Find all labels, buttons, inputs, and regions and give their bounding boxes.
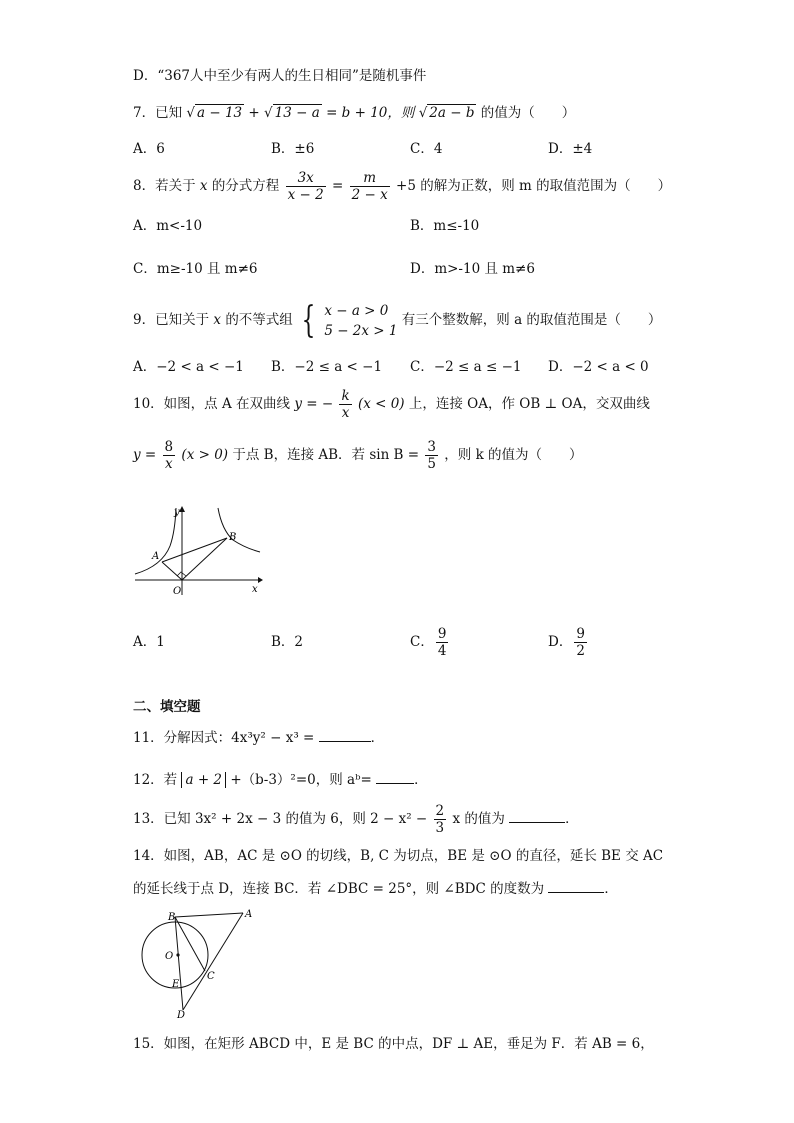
diameter-be-extended: [175, 917, 183, 1010]
label-o: O: [173, 586, 182, 597]
label-x: x: [252, 584, 258, 595]
sqrt-icon: √: [186, 105, 195, 121]
q8-option-c: C．m≥-10 且 m≠6: [133, 261, 258, 277]
q10-option-c: C． $\frac{9}{4}$: [410, 626, 447, 659]
q8-option-b: B．m≤-10: [410, 218, 480, 234]
q6-option-d: D．“367人中至少有两人的生日相同”是随机事件: [133, 68, 427, 84]
label-o: O: [165, 951, 174, 962]
label-e: E: [172, 979, 180, 990]
segment-ob: [182, 538, 227, 580]
fraction: $\frac{3x}{x - 2}$: [287, 170, 324, 203]
question-15: 15．如图，在矩形 ABCD 中，E 是 BC 的中点，DF ⊥ AE，垂足为 F．若 AB = 6，: [133, 1036, 654, 1052]
fraction: $\frac{m}{2 - x}$: [351, 170, 388, 203]
question-12: 12．若 a + 2 +（b-3）²=0，则 aᵇ= ．: [133, 769, 428, 790]
question-14-line-1: 14．如图，AB，AC 是 ⊙O 的切线，B, C 为切点，BE 是 ⊙O 的直径，延长 BE 交 AC: [133, 848, 664, 864]
q9-option-d: D．−2 < a < 0: [548, 359, 649, 375]
y-axis-arrow-icon: [179, 506, 185, 512]
q7-option-c: C．4: [410, 141, 443, 157]
question-7: 7．已知 √ a − 13 + √ 13 − a = b + 10，则 √ 2a − b 的值为（ ）: [133, 105, 576, 121]
hyperbola-figure: [130, 500, 265, 600]
question-13: 13．已知 3x² + 2x − 3 的值为 6，则 2 − x² − $\frac{2}{3}$ x 的值为 ．: [133, 803, 579, 836]
answer-blank[interactable]: [509, 808, 565, 823]
question-10-line-2: y = $\frac{8}{x}$ (x > 0) 于点 B，连接 AB．若 sin B = $\frac{3}{5}$ ，则 k 的值为（ ）: [133, 439, 583, 472]
inequality-system: x − a > 0 5 − 2x > 1: [324, 302, 398, 339]
sqrt-icon: √: [264, 105, 273, 121]
answer-blank[interactable]: [548, 878, 604, 893]
circle-tangent-figure: [135, 905, 260, 1020]
tangent-ab: [175, 913, 243, 917]
right-hyperbola-branch: [218, 508, 260, 552]
answer-blank[interactable]: [376, 769, 414, 784]
fraction: $\frac{9}{4}$: [437, 626, 447, 659]
q9-option-a: A．−2 < a < −1: [133, 359, 244, 375]
q7-option-a: A．6: [133, 141, 165, 157]
label-c: C: [207, 971, 215, 982]
fraction: $\frac{k}{x}$: [341, 388, 350, 421]
label-y: y: [174, 507, 180, 518]
q9-option-c: C．−2 ≤ a ≤ −1: [410, 359, 522, 375]
question-9: 9．已知关于 x 的不等式组 { x − a > 0 5 − 2x > 1 有三个整数解，则 a 的取值范围是（ ）: [133, 299, 662, 341]
label-d: D: [177, 1010, 186, 1020]
q8-option-a: A．m<-10: [133, 218, 203, 234]
label-b: B: [168, 912, 176, 923]
fraction: $\frac{8}{x}$: [164, 439, 174, 472]
label-a: A: [245, 909, 253, 920]
label-b: B: [229, 532, 237, 543]
tangent-ac-extended: [183, 913, 243, 1010]
x-axis-arrow-icon: [258, 577, 263, 583]
question-10-line-1: 10．如图，点 A 在双曲线 y = − $\frac{k}{x}$ (x < 0) 上，连接 OA，作 OB ⊥ OA，交双曲线: [133, 388, 650, 421]
q7-option-d: D．±4: [548, 141, 593, 157]
fraction: $\frac{9}{2}$: [576, 626, 585, 659]
label-a: A: [152, 551, 160, 562]
left-hyperbola-branch: [135, 508, 176, 574]
answer-blank[interactable]: [319, 727, 371, 742]
q10-option-b: B．2: [271, 634, 304, 650]
question-8: 8．若关于 x 的分式方程 $\frac{3x}{x - 2}$ = $\frac{m}{2 - x}$ +5 的解为正数，则 m 的取值范围为（ ）: [133, 170, 672, 203]
brace-icon: {: [301, 299, 316, 341]
question-11: 11．分解因式：4x³y² − x³ = ．: [133, 727, 384, 748]
question-14-line-2: 的延长线于点 D，连接 BC．若 ∠DBC = 25°，则 ∠BDC 的度数为 ．: [133, 878, 618, 899]
q10-option-a: A．1: [133, 634, 165, 650]
segment-oa: [162, 562, 182, 580]
q10-option-d: D． $\frac{9}{2}$: [548, 626, 585, 659]
sqrt-icon: √: [418, 105, 428, 121]
q8-option-d: D．m>-10 且 m≠6: [410, 261, 535, 277]
center-point: [176, 953, 179, 956]
q7-option-b: B．±6: [271, 141, 315, 157]
q9-option-b: B．−2 ≤ a < −1: [271, 359, 383, 375]
section-heading: 二、填空题: [133, 699, 201, 715]
fraction: $\frac{2}{3}$: [435, 803, 445, 836]
fraction: $\frac{3}{5}$: [427, 439, 436, 472]
